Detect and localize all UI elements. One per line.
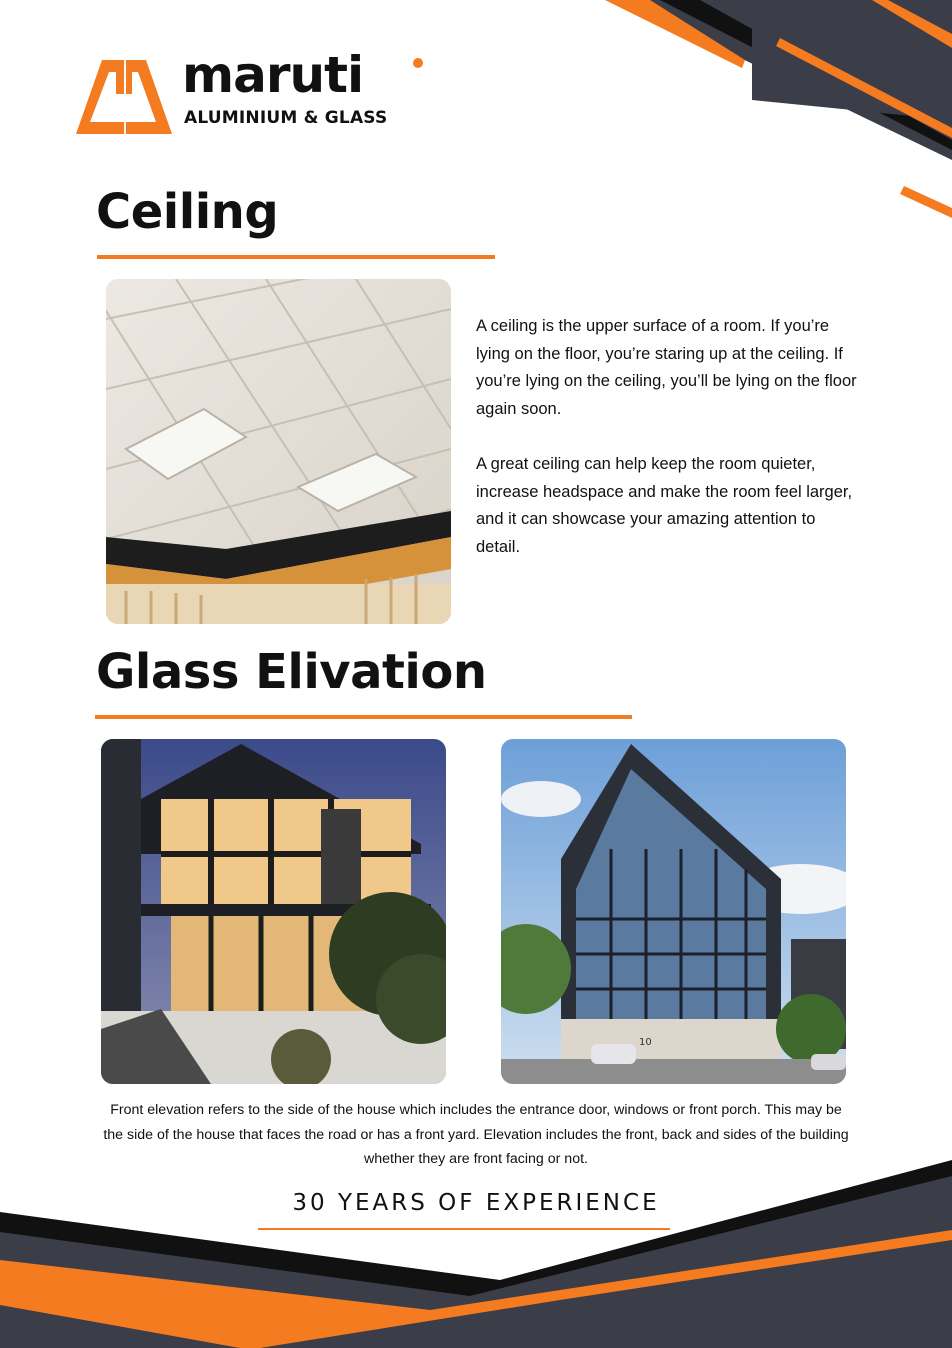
ceiling-paragraph-2: A great ceiling can help keep the room quieter, increase headspace and make the room feel larger, and it can showcase your amazing attention to detail. xyxy=(476,455,853,556)
maruti-m-logo-icon xyxy=(76,60,172,134)
section-title-glass-elevation: Glass Elivation xyxy=(96,644,487,700)
section-title-ceiling: Ceiling xyxy=(96,184,279,240)
brand-tagline: ALUMINIUM & GLASS xyxy=(184,108,388,128)
brand-name: maruti xyxy=(182,46,364,104)
ceiling-paragraph-1: A ceiling is the upper surface of a room. If you’re lying on the floor, you’re staring up at the ceiling. If you’re lying on the ceiling, you’ll be lying on the floor again soon. xyxy=(476,317,857,418)
title-underline xyxy=(97,255,495,259)
title-underline xyxy=(95,715,632,719)
office-building-image xyxy=(501,739,846,1084)
brand-logo xyxy=(76,46,436,136)
brand-dot xyxy=(413,58,423,68)
ceiling-image xyxy=(106,279,451,624)
experience-tagline: 30 YEARS OF EXPERIENCE xyxy=(292,1190,660,1216)
modern-house-image xyxy=(101,739,446,1084)
glass-elevation-caption: Front elevation refers to the side of the house which includes the entrance door, windows or front porch. This may be the side of the house that faces the road or has a front yard. Elevation includes the front, back and sides of the building whether they are front facing or not. xyxy=(103,1102,849,1167)
svg-text:10: 10 xyxy=(639,1037,652,1048)
tagline-underline xyxy=(258,1228,670,1230)
